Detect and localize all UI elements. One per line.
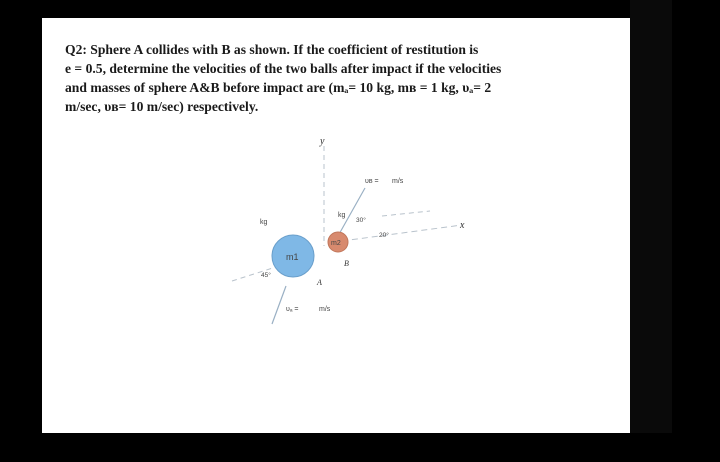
velocity-a-unit: m/s	[319, 306, 331, 313]
collision-diagram	[42, 18, 630, 433]
reference-line-30	[382, 211, 430, 216]
x-axis-label: x	[460, 220, 465, 231]
sphere-b-mass-label: m2	[331, 240, 341, 247]
mass-b-unit: kg	[338, 212, 346, 219]
question-line-2: e = 0.5, determine the velocities of the two balls after impact if the velocities	[65, 61, 502, 76]
sphere-a-mass-label: m1	[286, 252, 299, 262]
document-page	[42, 18, 630, 433]
angle-30-label: 30°	[356, 217, 366, 224]
velocity-a-line	[272, 286, 286, 324]
sphere-a-name: A	[317, 278, 322, 287]
mass-a-unit: kg	[260, 219, 268, 226]
sphere-b-name: B	[344, 259, 349, 268]
line-of-impact-left	[232, 266, 279, 281]
dark-border-bottom	[0, 433, 720, 462]
question-line-4: m/sec, υʙ= 10 m/sec) respectively.	[65, 99, 259, 114]
question-line-1: Q2: Sphere A collides with B as shown. If the coefficient of restitution is	[65, 42, 479, 57]
angle-45-label: 45°	[261, 272, 271, 279]
angle-20-label: 20°	[379, 232, 389, 239]
velocity-b-unit: m/s	[392, 178, 404, 185]
y-axis-label: y	[320, 136, 325, 147]
velocity-a-label: υₐ =	[286, 306, 299, 313]
velocity-b-label: υʙ =	[365, 178, 379, 185]
x-axis-line	[342, 225, 462, 241]
dark-border-right	[630, 0, 672, 462]
question-line-3: and masses of sphere A&B before impact are (mₐ= 10 kg, mʙ = 1 kg, υₐ= 2	[65, 80, 492, 95]
